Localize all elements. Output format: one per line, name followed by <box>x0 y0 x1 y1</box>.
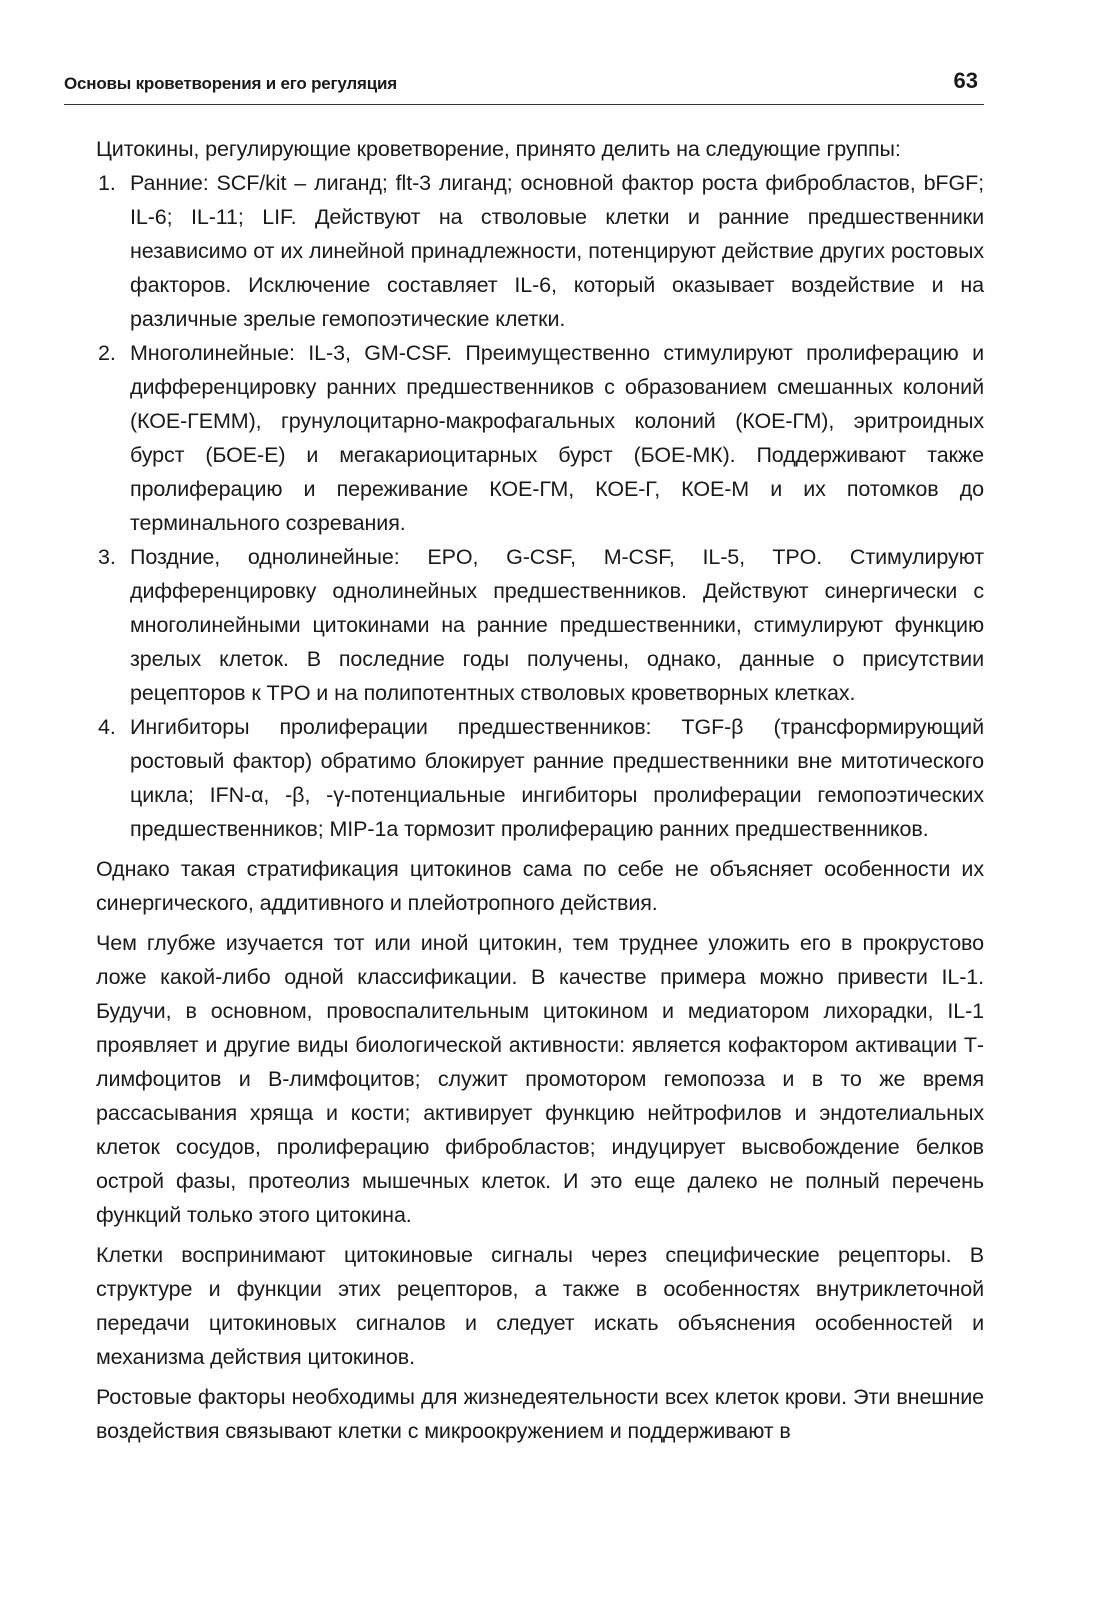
list-item-text: Ингибиторы пролиферации предшественников: TGF-β (трансформирующий ростовый фактор) обратимо блокирует ранние предшественники вне митотического цикла; IFN-α, -β, -γ-потенциальные ингибиторы пролиферации гемопоэтических предшественников; MIP-1a тормозит пролиферацию ранних предшественников. <box>130 715 984 841</box>
list-item <box>96 336 984 540</box>
intro-paragraph: Цитокины, регулирующие кроветворение, принято делить на следующие группы: <box>96 137 901 161</box>
body-paragraph: Однако такая стратификация цитокинов сама по себе не объясняет особенности их синергического, аддитивного и плейотропного действия. <box>96 857 984 915</box>
list-item-text: Многолинейные: IL-3, GM-CSF. Преимущественно стимулируют пролиферацию и дифференцировку ранних предшественников с образованием смешанных колоний (КОЕ-ГЕММ), грунулоцитарно-макрофагальных колоний (КОЕ-ГМ), эритроидных бурст (БОЕ-Е) и мегакариоцитарных бурст (БОЕ-МК). Поддерживают также пролиферацию и переживание КОЕ-ГМ, КОЕ-Г, КОЕ-М и их потомков до терминального созревания. <box>130 341 984 535</box>
chapter-title: Основы кроветворения и его регуляция <box>64 74 397 93</box>
body-paragraph: Клетки воспринимают цитокиновые сигналы через специфические рецепторы. В структуре и функции этих рецепторов, а также в особенностях внутриклеточной передачи цитокиновых сигналов и следует искать объяснения особенностей и механизма действия цитокинов. <box>96 1243 984 1369</box>
cytokine-group-list <box>96 166 984 846</box>
list-item-number: 2. <box>98 341 116 365</box>
list-item-number: 4. <box>98 715 116 739</box>
list-item-number: 1. <box>98 171 116 195</box>
list-item <box>96 540 984 710</box>
page-number: 63 <box>953 68 978 93</box>
body-paragraph: Чем глубже изучается тот или иной цитокин, тем труднее уложить его в прокрустово ложе какой-либо одной классификации. В качестве примера можно привести IL-1. Будучи, в основном, провоспалительным цитокином и медиатором лихорадки, IL-1 проявляет и другие виды биологической активности: является кофактором активации Т-лимфоцитов и В-лимфоцитов; служит промотором гемопоэза и в то же время рассасывания хряща и кости; активирует функцию нейтрофилов и эндотелиальных клеток сосудов, пролиферацию фибробластов; индуцирует высвобождение белков острой фазы, протеолиз мышечных клеток. И это еще далеко не полный перечень функций только этого цитокина. <box>96 931 984 1227</box>
page-body <box>96 132 984 1448</box>
body-paragraph: Ростовые факторы необходимы для жизнедеятельности всех клеток крови. Эти внешние воздействия связывают клетки с микроокружением и поддерживают в <box>96 1385 984 1443</box>
running-header <box>64 70 984 105</box>
list-item-text: Поздние, однолинейные: EPO, G-CSF, M-CSF, IL-5, TPO. Стимулируют дифференцировку однолинейных предшественников. Действуют синергически с многолинейными цитокинами на ранние предшественники, стимулируют функцию зрелых клеток. В последние годы получены, однако, данные о присутствии рецепторов к TPO и на полипотентных стволовых кроветворных клетках. <box>130 545 984 705</box>
list-item <box>96 166 984 336</box>
list-item-text: Ранние: SCF/kit – лиганд; flt-3 лиганд; основной фактор роста фибробластов, bFGF; IL-6; IL-11; LIF. Действуют на стволовые клетки и ранние предшественники независимо от их линейной принадлежности, потенцируют действие других ростовых факторов. Исключение составляет IL-6, который оказывает воздействие и на различные зрелые гемопоэтические клетки. <box>130 171 984 331</box>
list-item-number: 3. <box>98 545 116 569</box>
list-item <box>96 710 984 846</box>
